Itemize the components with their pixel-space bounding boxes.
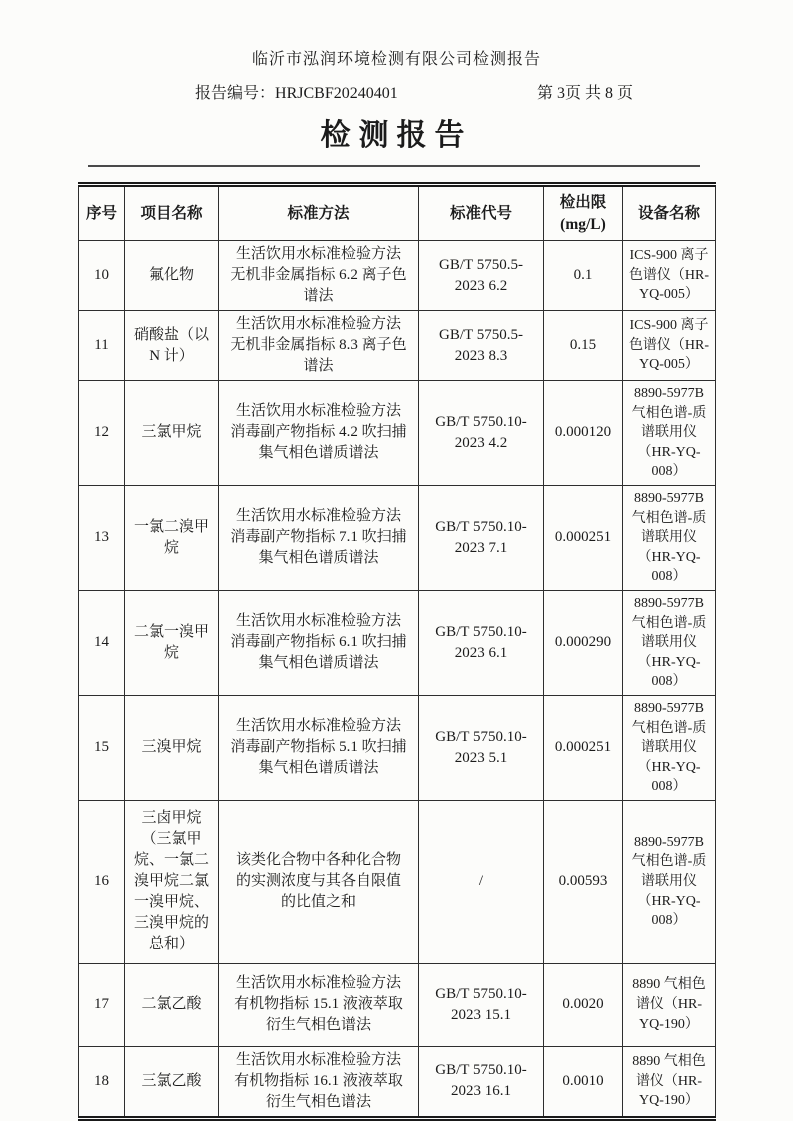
cell-method: 生活饮用水标准检验方法消毒副产物指标 4.2 吹扫捕集气相色谱质谱法: [219, 381, 419, 486]
cell-equipment: 8890 气相色谱仪（HR-YQ-190）: [623, 1046, 716, 1118]
column-header-method: 标准方法: [219, 185, 419, 241]
table-row: [79, 963, 716, 1046]
cell-equipment: ICS-900 离子色谱仪（HR-YQ-005）: [623, 241, 716, 311]
cell-method: 生活饮用水标准检验方法消毒副产物指标 5.1 吹扫捕集气相色谱质谱法: [219, 695, 419, 800]
cell-no: 18: [79, 1046, 125, 1118]
cell-equipment: 8890-5977B 气相色谱-质谱联用仪（HR-YQ-008）: [623, 485, 716, 590]
cell-code: /: [419, 800, 544, 963]
cell-limit: 0.000290: [544, 590, 623, 695]
table-row: [79, 695, 716, 800]
table-header-row: [79, 185, 716, 241]
report-table: [78, 182, 716, 1121]
cell-code: GB/T 5750.5-2023 8.3: [419, 311, 544, 381]
cell-method: 生活饮用水标准检验方法消毒副产物指标 6.1 吹扫捕集气相色谱质谱法: [219, 590, 419, 695]
cell-code: GB/T 5750.10-2023 6.1: [419, 590, 544, 695]
cell-no: 12: [79, 381, 125, 486]
table-row: [79, 800, 716, 963]
report-number-value: HRJCBF20240401: [275, 85, 398, 102]
cell-equipment: 8890-5977B 气相色谱-质谱联用仪（HR-YQ-008）: [623, 590, 716, 695]
cell-item: 三卤甲烷（三氯甲烷、一氯二溴甲烷二氯一溴甲烷、三溴甲烷的总和）: [125, 800, 219, 963]
cell-no: 16: [79, 800, 125, 963]
cell-code: GB/T 5750.10-2023 4.2: [419, 381, 544, 486]
cell-method: 生活饮用水标准检验方法无机非金属指标 6.2 离子色谱法: [219, 241, 419, 311]
table-row: [79, 590, 716, 695]
cell-code: GB/T 5750.5-2023 6.2: [419, 241, 544, 311]
report-title: 检测报告: [320, 119, 473, 152]
cell-no: 11: [79, 311, 125, 381]
cell-item: 三氯乙酸: [125, 1046, 219, 1118]
cell-equipment: 8890 气相色谱仪（HR-YQ-190）: [623, 963, 716, 1046]
cell-method: 生活饮用水标准检验方法消毒副产物指标 7.1 吹扫捕集气相色谱质谱法: [219, 485, 419, 590]
cell-limit: 0.00593: [544, 800, 623, 963]
cell-limit: 0.000251: [544, 485, 623, 590]
cell-limit: 0.000120: [544, 381, 623, 486]
cell-equipment: ICS-900 离子色谱仪（HR-YQ-005）: [623, 311, 716, 381]
cell-equipment: 8890-5977B 气相色谱-质谱联用仪（HR-YQ-008）: [623, 800, 716, 963]
cell-no: 13: [79, 485, 125, 590]
cell-item: 氟化物: [125, 241, 219, 311]
cell-item: 二氯一溴甲烷: [125, 590, 219, 695]
cell-equipment: 8890-5977B 气相色谱-质谱联用仪（HR-YQ-008）: [623, 695, 716, 800]
cell-code: GB/T 5750.10-2023 7.1: [419, 485, 544, 590]
cell-method: 生活饮用水标准检验方法有机物指标 16.1 液液萃取衍生气相色谱法: [219, 1046, 419, 1118]
cell-item: 一氯二溴甲烷: [125, 485, 219, 590]
cell-method: 生活饮用水标准检验方法有机物指标 15.1 液液萃取衍生气相色谱法: [219, 963, 419, 1046]
cell-limit: 0.1: [544, 241, 623, 311]
cell-code: GB/T 5750.10-2023 16.1: [419, 1046, 544, 1118]
table-row: [79, 485, 716, 590]
cell-limit: 0.0010: [544, 1046, 623, 1118]
table-row: [79, 311, 716, 381]
column-header-equipment: 设备名称: [623, 185, 716, 241]
cell-item: 三溴甲烷: [125, 695, 219, 800]
cell-no: 17: [79, 963, 125, 1046]
report-meta-row: [195, 80, 633, 103]
report-number: [195, 80, 398, 103]
cell-method: 生活饮用水标准检验方法无机非金属指标 8.3 离子色谱法: [219, 311, 419, 381]
column-header-item: 项目名称: [125, 185, 219, 241]
column-header-code: 标准代号: [419, 185, 544, 241]
cell-limit: 0.000251: [544, 695, 623, 800]
report-number-label: 报告编号：: [195, 85, 276, 102]
column-header-no: 序号: [79, 185, 125, 241]
company-header: 临沂市泓润环境检测有限公司检测报告: [251, 51, 541, 68]
cell-code: GB/T 5750.10-2023 15.1: [419, 963, 544, 1046]
page-indicator: 第 3页 共 8 页: [536, 85, 633, 102]
cell-equipment: 8890-5977B 气相色谱-质谱联用仪（HR-YQ-008）: [623, 381, 716, 486]
column-header-limit: 检出限 (mg/L): [544, 185, 623, 241]
cell-no: 10: [79, 241, 125, 311]
cell-limit: 0.15: [544, 311, 623, 381]
cell-no: 15: [79, 695, 125, 800]
cell-item: 三氯甲烷: [125, 381, 219, 486]
cell-limit: 0.0020: [544, 963, 623, 1046]
title-divider-rule: [88, 165, 700, 167]
cell-item: 硝酸盐（以 N 计）: [125, 311, 219, 381]
cell-no: 14: [79, 590, 125, 695]
table-row: [79, 1046, 716, 1118]
table-row: [79, 241, 716, 311]
cell-item: 二氯乙酸: [125, 963, 219, 1046]
cell-method: 该类化合物中各种化合物的实测浓度与其各自限值的比值之和: [219, 800, 419, 963]
column-header-limit-unit: (mg/L): [560, 215, 606, 233]
table-row: [79, 381, 716, 486]
cell-code: GB/T 5750.10-2023 5.1: [419, 695, 544, 800]
